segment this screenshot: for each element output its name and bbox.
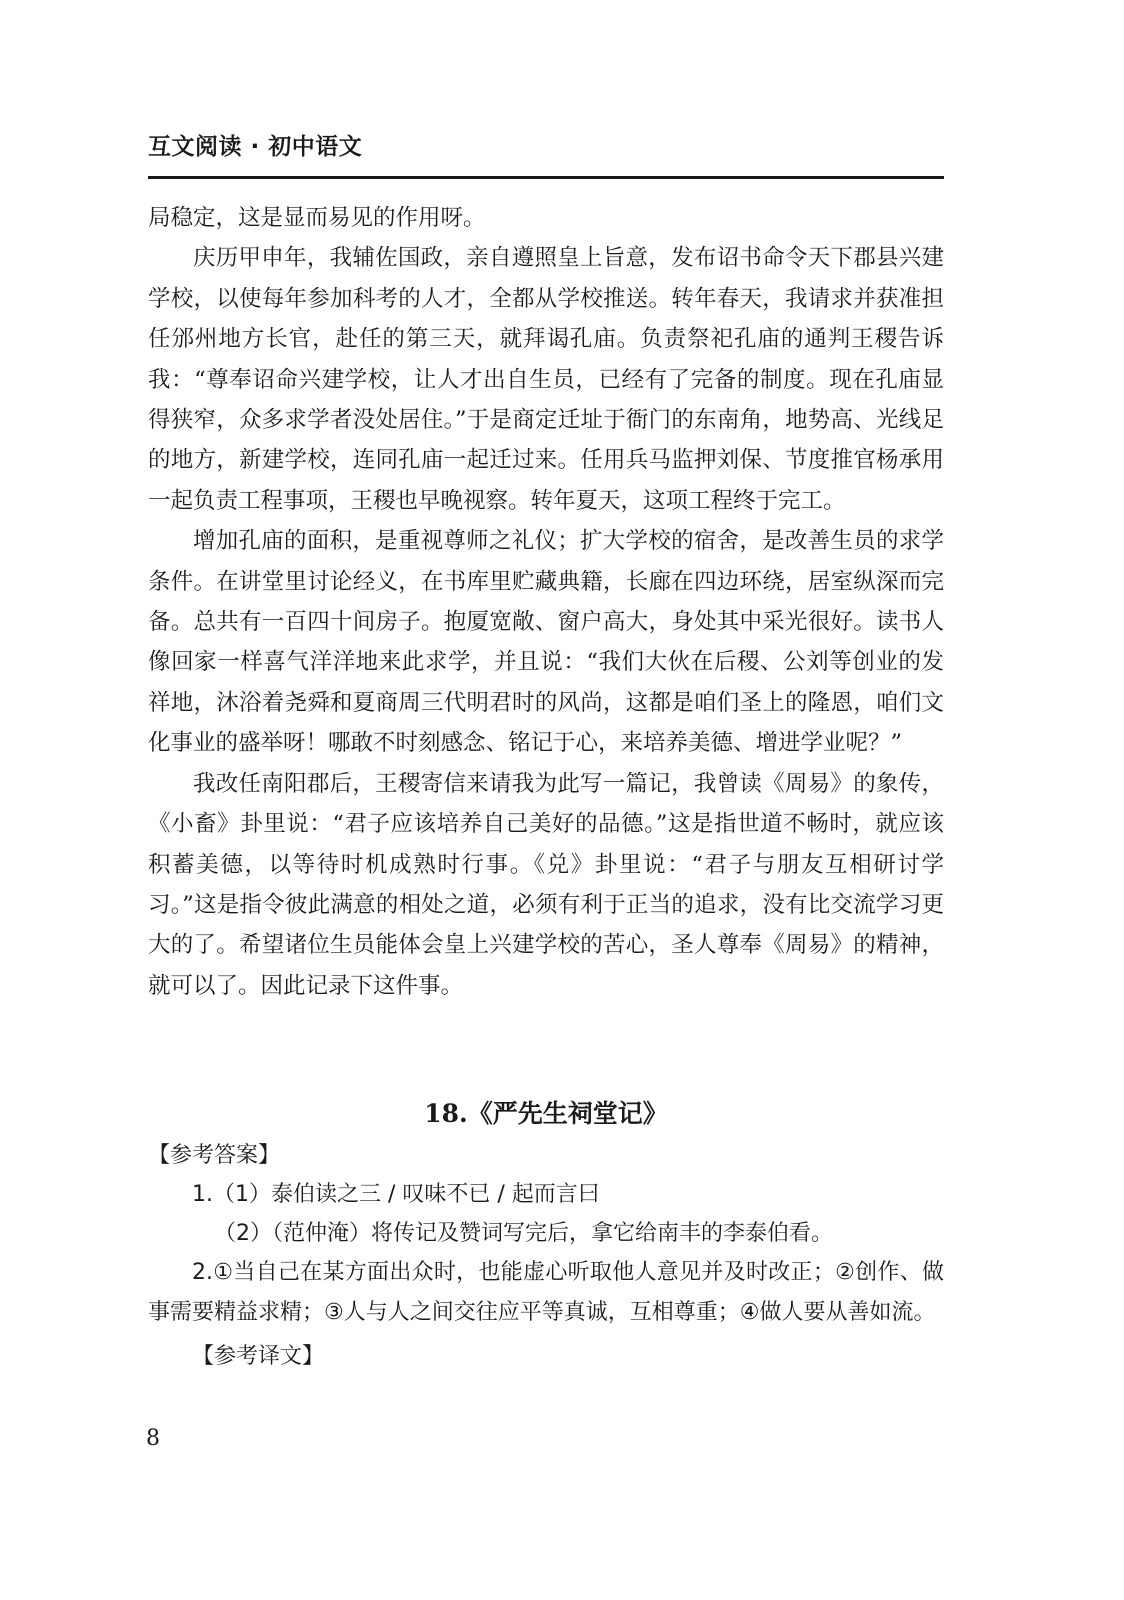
answer-q2: 2.①当自己在某方面出众时，也能虚心听取他人意见并及时改正；②创作、做事需要精益求精；③人与人之间交往应平等真诚，互相尊重；④做人要从善如流。 bbox=[148, 1260, 944, 1325]
translation-body bbox=[148, 198, 944, 1006]
book-header-title: 互文阅读 · 初中语文 bbox=[148, 134, 363, 160]
paragraph: 庆历甲申年，我辅佐国政，亲自遵照皇上旨意，发布诏书命令天下郡县兴建学校，以使每年参加科考的人才，全都从学校推送。转年春天，我请求并获准担任邠州地方长官，赴任的第三天，就拜谒孔庙。负责祭祀孔庙的通判王稷告诉我：“尊奉诏命兴建学校，让人才出自生员，已经有了完备的制度。现在孔庙显得狭窄，众多求学者没处居住。”于是商定迁址于衙门的东南角，地势高、光线足的地方，新建学校，连同孔庙一起迁过来。任用兵马监押刘保、节度推官杨承用一起负责工程事项，王稷也早晚视察。转年夏天，这项工程终于完工。 bbox=[148, 245, 944, 514]
answer-block bbox=[148, 1136, 944, 1376]
page-number: 8 bbox=[146, 1426, 160, 1451]
answer-q1-part2: （2）（范仲淹）将传记及赞词写完后，拿它给南丰的李泰伯看。 bbox=[214, 1221, 833, 1246]
paragraph: 增加孔庙的面积，是重视尊师之礼仪；扩大学校的宿舍，是改善生员的求学条件。在讲堂里讨论经义，在书库里贮藏典籍，长廊在四边环绕，居室纵深而完备。总共有一百四十间房子。抱厦宽敞、窗户高大，身处其中采光很好。读书人像回家一样喜气洋洋地来此求学，并且说：“我们大伙在后稷、公刘等创业的发祥地，沐浴着尧舜和夏商周三代明君时的风尚，这都是咱们圣上的隆恩，咱们文化事业的盛举呀！哪敢不时刻感念、铭记于心，来培养美德、增进学业呢？” bbox=[148, 528, 944, 757]
answer-q1-part1: 1.（1）泰伯读之三 / 叹味不已 / 起而言曰 bbox=[192, 1182, 600, 1207]
paragraph-continued: 局稳定，这是显而易见的作用呀。 bbox=[148, 205, 486, 231]
answer-label: 【参考答案】 bbox=[148, 1143, 281, 1168]
header-divider bbox=[148, 176, 944, 179]
section-title: 18.《严先生祠堂记》 bbox=[424, 1099, 668, 1128]
translation-label: 【参考译文】 bbox=[192, 1344, 325, 1369]
paragraph: 我改任南阳郡后，王稷寄信来请我为此写一篇记，我曾读《周易》的象传，《小畜》卦里说：“君子应该培养自己美好的品德。”这是指世道不畅时，就应该积蓄美德，以等待时机成熟时行事。《兑》卦里说：“君子与朋友互相研讨学习。”这是指令彼此满意的相处之道，必须有利于正当的追求，没有比交流学习更大的了。希望诸位生员能体会皇上兴建学校的苦心，圣人尊奉《周易》的精神，就可以了。因此记录下这件事。 bbox=[148, 770, 944, 999]
